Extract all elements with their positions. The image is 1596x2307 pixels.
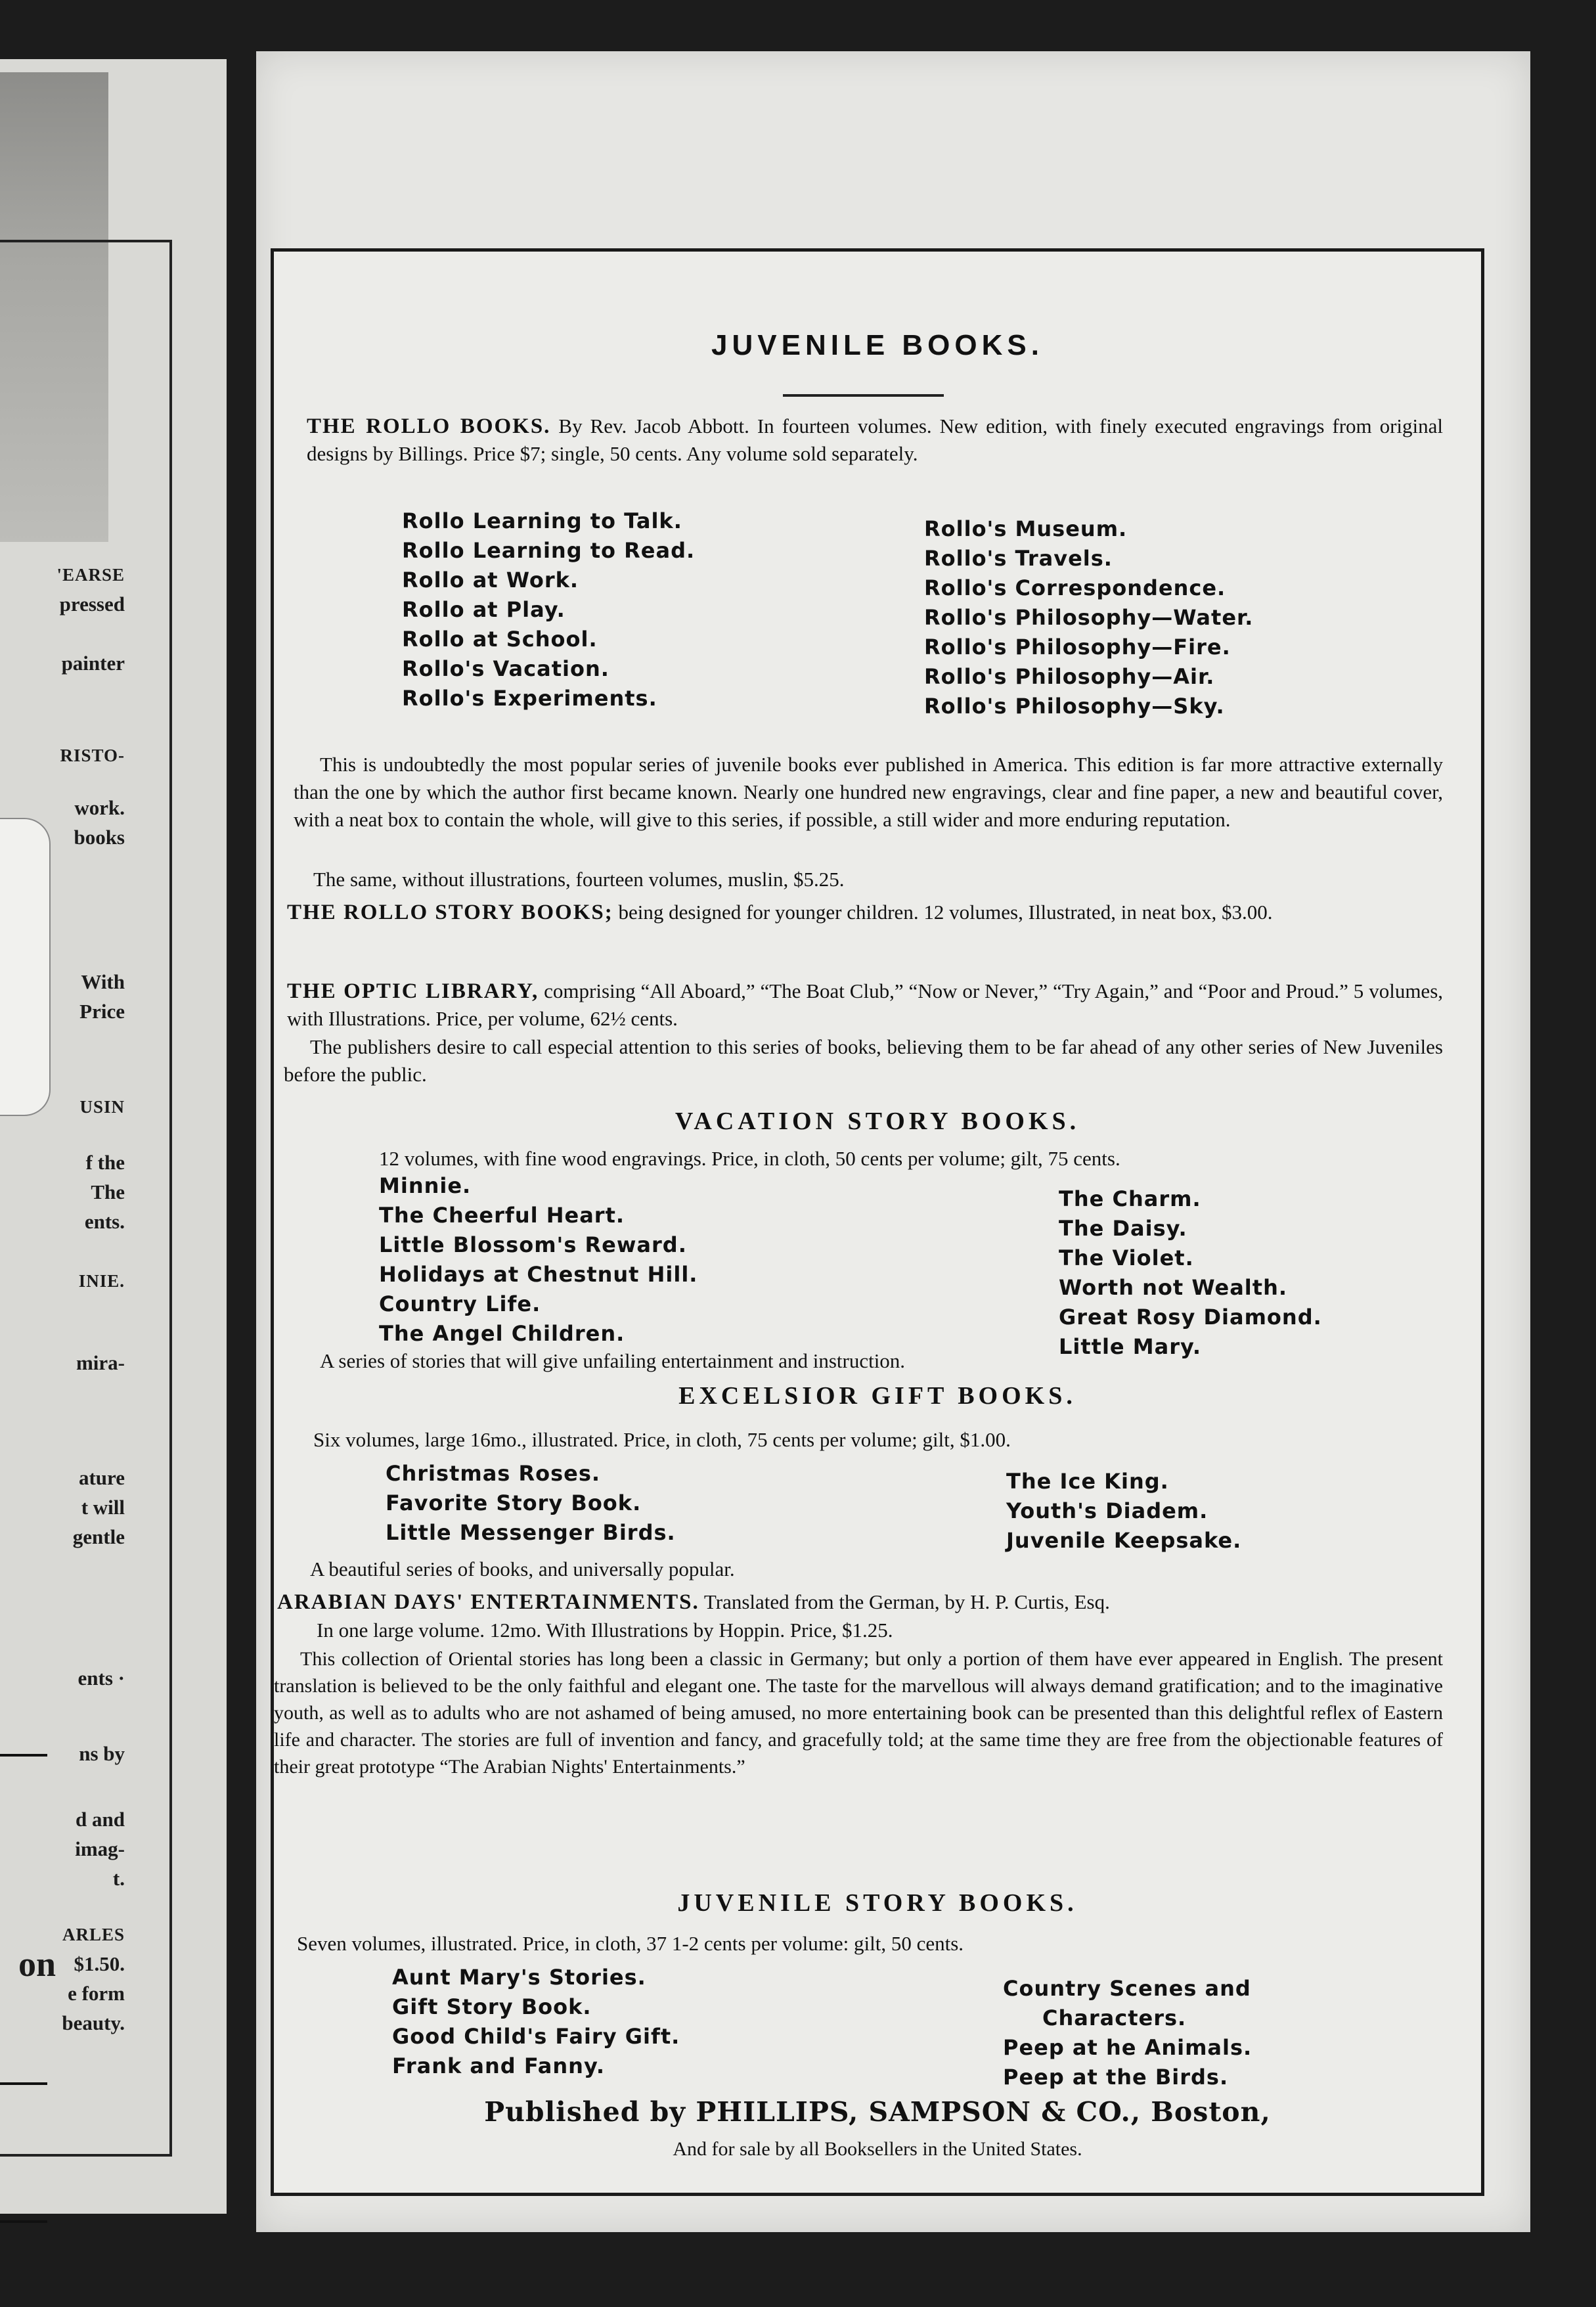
- book-title: Juvenile Keepsake.: [1006, 1528, 1242, 1553]
- optic-lead: THE OPTIC LIBRARY,: [287, 979, 539, 1003]
- bookseller-note: And for sale by all Booksellers in the United States.: [673, 2138, 1082, 2160]
- left-fragment: gentle: [72, 1525, 125, 1548]
- book-title: Frank and Fanny.: [392, 2053, 606, 2078]
- left-fragment: ns by: [79, 1742, 125, 1765]
- book-title: Good Child's Fairy Gift.: [392, 2024, 680, 2049]
- book-title: Rollo Learning to Read.: [402, 538, 696, 563]
- book-title: Minnie.: [379, 1173, 472, 1198]
- arabian-volume: In one large volume. 12mo. With Illustrations by Hoppin. Price, $1.25.: [317, 1619, 893, 1642]
- optic-note: The publishers desire to call especial attention to this series of books, believing them to be far ahead of any other series of New Juveniles before the public.: [284, 1035, 1443, 1086]
- book-title: Rollo's Travels.: [924, 546, 1113, 571]
- arabian-text: Translated from the German, by H. P. Curtis, Esq.: [703, 1590, 1110, 1613]
- left-fragment: books: [74, 826, 125, 849]
- arabian-description: This collection of Oriental stories has long been a classic in Germany; but only a portion of them have ever appeared in English. The present translation is believed to be the only faithful and elegant one. The taste for the marvellous will always demand gratification; and to the imaginative youth, as well as to adults who are not ashamed of being amused, no more entertaining book can be presented than this delightful reflex of Eastern life and character. The stories are full of invention and fancy, and gracefully told; at the same time they are free from the objectionable features of their great prototype “The Arabian Nights' Entertainments.”: [274, 1648, 1443, 1778]
- left-fragment: The: [91, 1180, 125, 1203]
- book-title: Country Scenes and: [1003, 1976, 1251, 2001]
- book-title: Gift Story Book.: [392, 1994, 592, 2019]
- book-title: Country Life.: [379, 1291, 541, 1316]
- book-title: Rollo's Philosophy—Fire.: [924, 635, 1231, 660]
- book-title: The Daisy.: [1059, 1216, 1187, 1241]
- rollo-text: By Rev. Jacob Abbott. In fourteen volumes. New edition, with finely executed engravings from original designs by Billings. Price $7; single, 50 cents. Any volume sold separately.: [307, 414, 1444, 465]
- rollo-entry: [307, 413, 1443, 468]
- book-title: Rollo at Play.: [402, 597, 565, 622]
- page-title: JUVENILE BOOKS.: [711, 329, 1044, 361]
- book-title: The Angel Children.: [379, 1321, 625, 1346]
- book-title: Rollo's Vacation.: [402, 656, 610, 681]
- book-title: Christmas Roses.: [386, 1461, 601, 1486]
- left-fragment: imag-: [75, 1837, 125, 1860]
- page-border: [271, 248, 1484, 2196]
- book-title: Rollo's Correspondence.: [924, 575, 1226, 600]
- left-fragment: With: [81, 970, 125, 993]
- book-title: Rollo's Philosophy—Air.: [924, 664, 1215, 689]
- advertisement-page: [256, 51, 1530, 2232]
- book-title: Rollo's Museum.: [924, 516, 1128, 541]
- publisher-imprint: Published by PHILLIPS, SAMPSON & CO., Boston,: [484, 2096, 1271, 2128]
- book-title: Peep at he Animals.: [1003, 2035, 1252, 2060]
- book-title: Worth not Wealth.: [1059, 1275, 1287, 1300]
- left-fragment: 'EARSE: [56, 565, 125, 585]
- arabian-lead: ARABIAN DAYS' ENTERTAINMENTS.: [277, 1590, 699, 1614]
- left-fragment: ents ·: [78, 1667, 125, 1690]
- left-fragment: beauty.: [62, 2011, 125, 2034]
- book-title: Rollo Learning to Talk.: [402, 508, 682, 533]
- vacation-titles-left: [379, 1171, 698, 1349]
- book-title: Rollo at School.: [402, 627, 598, 652]
- book-title: Youth's Diadem.: [1006, 1498, 1208, 1523]
- rollo-story-lead: THE ROLLO STORY BOOKS;: [287, 901, 613, 924]
- left-fragment: USIN: [79, 1097, 125, 1117]
- book-title: Peep at the Birds.: [1003, 2065, 1229, 2090]
- rollo-titles-left: [402, 506, 695, 713]
- left-fragment: Price: [79, 1000, 125, 1023]
- book-title: Little Mary.: [1059, 1334, 1202, 1359]
- book-title: Characters.: [1042, 2005, 1187, 2030]
- rollo-plain-edition: The same, without illustrations, fourteen volumes, muslin, $5.25.: [313, 868, 845, 891]
- book-title: Rollo's Experiments.: [402, 686, 657, 711]
- previous-page-text: [0, 59, 227, 2214]
- excelsior-titles-right: [1006, 1467, 1241, 1556]
- juvenile-story-titles-right: [1003, 1974, 1252, 2092]
- rollo-story-entry: [287, 899, 1443, 926]
- excelsior-price: Six volumes, large 16mo., illustrated. Price, in cloth, 75 cents per volume; gilt, $1.00.: [313, 1428, 1011, 1451]
- left-fragment: $1.50.: [74, 1952, 125, 1975]
- book-title: Holidays at Chestnut Hill.: [379, 1262, 698, 1287]
- book-title: Aunt Mary's Stories.: [392, 1965, 646, 1990]
- book-title: Little Messenger Birds.: [386, 1520, 676, 1545]
- previous-page-edge: [0, 59, 227, 2214]
- left-fragment: painter: [61, 652, 125, 675]
- previous-page-rule: [0, 2082, 47, 2085]
- book-title: The Cheerful Heart.: [379, 1203, 625, 1228]
- excelsior-heading: EXCELSIOR GIFT BOOKS.: [678, 1382, 1076, 1410]
- vacation-price: 12 volumes, with fine wood engravings. Price, in cloth, 50 cents per volume; gilt, 75 cents.: [379, 1147, 1120, 1170]
- book-title: The Charm.: [1059, 1186, 1201, 1211]
- juvenile-story-heading: JUVENILE STORY BOOKS.: [677, 1889, 1078, 1917]
- left-fragment: RISTO-: [60, 746, 125, 765]
- title-rule: [783, 394, 944, 397]
- left-fragment: ature: [78, 1466, 125, 1489]
- excelsior-note: A beautiful series of books, and universally popular.: [310, 1557, 735, 1580]
- book-title: Little Blossom's Reward.: [379, 1232, 687, 1257]
- rollo-lead: THE ROLLO BOOKS.: [307, 414, 551, 438]
- rollo-titles-right: [924, 514, 1253, 721]
- previous-page-rule: [0, 2220, 47, 2223]
- optic-text: comprising “All Aboard,” “The Boat Club,” “Now or Never,” “Try Again,” and “Poor and Proud.” 5 volumes, with Illustrations. Price, per volume, 62½ cents.: [287, 979, 1444, 1030]
- book-title: Great Rosy Diamond.: [1059, 1305, 1322, 1330]
- left-fragment: ARLES: [62, 1925, 125, 1944]
- vacation-heading: VACATION STORY BOOKS.: [675, 1108, 1080, 1135]
- left-fragment: e form: [68, 1982, 125, 2005]
- rollo-description: This is undoubtedly the most popular series of juvenile books ever published in America. This edition is far more attractive externally than the one by which the author first became known. Nearly one hundred new engravings, clear and fine paper, a new and beautiful cover, with a neat box to contain the whole, will give to this series, if possible, a still wider and more enduring reputation.: [294, 753, 1443, 831]
- excelsior-titles-left: [386, 1459, 676, 1548]
- left-large-fragment: on: [18, 1944, 56, 1984]
- left-fragment: mira-: [76, 1351, 125, 1374]
- left-fragment: work.: [74, 796, 125, 819]
- rollo-story-text: being designed for younger children. 12 volumes, Illustrated, in neat box, $3.00.: [618, 901, 1273, 924]
- book-title: The Ice King.: [1006, 1469, 1169, 1494]
- arabian-entry: [277, 1588, 1443, 1616]
- juvenile-story-titles-left: [392, 1963, 680, 2081]
- left-fragment: f the: [85, 1151, 125, 1174]
- juvenile-story-price: Seven volumes, illustrated. Price, in cloth, 37 1-2 cents per volume: gilt, 50 cents.: [297, 1932, 964, 1955]
- left-fragment: INIE.: [78, 1271, 125, 1291]
- vacation-titles-right: [1059, 1184, 1322, 1362]
- previous-page-rule: [0, 1754, 47, 1757]
- optic-entry: [287, 977, 1443, 1033]
- book-title: Rollo at Work.: [402, 568, 579, 593]
- left-fragment: pressed: [59, 593, 125, 616]
- left-fragment: t.: [112, 1867, 125, 1890]
- left-fragment: ents.: [84, 1210, 125, 1233]
- book-title: The Violet.: [1059, 1245, 1194, 1270]
- left-fragment: d and: [76, 1808, 125, 1831]
- vacation-note: A series of stories that will give unfailing entertainment and instruction.: [320, 1349, 906, 1372]
- book-title: Favorite Story Book.: [386, 1490, 642, 1515]
- book-title: Rollo's Philosophy—Water.: [924, 605, 1254, 630]
- book-title: Rollo's Philosophy—Sky.: [924, 694, 1225, 719]
- left-fragment: t will: [81, 1496, 125, 1519]
